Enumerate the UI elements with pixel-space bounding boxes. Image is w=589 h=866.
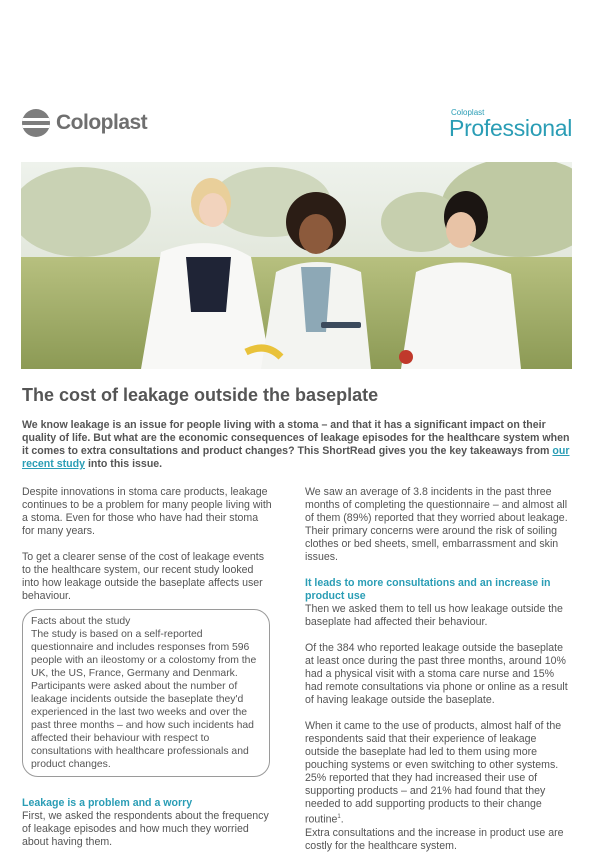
footnote-ref: 1 xyxy=(337,814,341,820)
leakage-heading: Leakage is a problem and a worry xyxy=(22,797,193,809)
right-paragraph-3: Of the 384 who reported leakage outside the baseplate at least once during the past three months, around 10% had a physical visit with a stoma care nurse and 15% had remote consultations via phone or online as a result of having leakage outside the baseplate. xyxy=(305,642,568,706)
right-paragraph-4-text: When it came to the use of products, almost half of the respondents said that their experience of leakage outside the baseplate had led to them using more pouching systems or even switching to other systems. 25% reported that they had increased their use of supporting products – and 21% had found that they needed to add supporting products to their change routine xyxy=(305,720,562,826)
left-column xyxy=(22,486,272,616)
intro-end: into this issue. xyxy=(87,458,163,470)
right-paragraph-5: Extra consultations and the increase in product use are costly for the healthcare system. xyxy=(305,826,564,852)
facts-title: Facts about the study xyxy=(31,616,131,627)
left-paragraph-2: To get a clearer sense of the cost of leakage events to the healthcare system, our recent study looked into how leakage outside the baseplate affects user behaviour. xyxy=(22,551,265,602)
facts-body: The study is based on a self-reported questionnaire and includes responses from 596 people with an ileostomy or a colostomy from the UK, the US, France, Germany and Denmark. Participants were asked about the number of leakage incidents outside the baseplate they'd experienced in the last two weeks and over the past three months – and how such incidents had affected their behaviour with respect to consultations with healthcare professionals and product changes. xyxy=(31,629,257,770)
hero-photo-illustration xyxy=(21,162,572,369)
consultations-heading: It leads to more consultations and an increase in product use xyxy=(305,577,551,602)
coloplast-logo-icon xyxy=(22,109,50,137)
intro-text: We know leakage is an issue for people living with a stoma – and that it has a significant impact on their quality of life. But what are the economic consequences of leakage episodes for the healthcare system when it comes to extra consultations and product changes? This ShortRead gives you the key takeaways from xyxy=(22,419,570,457)
right-column xyxy=(305,486,570,866)
article-title: The cost of leakage outside the baseplate xyxy=(22,385,379,405)
leakage-section xyxy=(22,797,272,849)
professional-logo xyxy=(449,108,572,139)
leakage-body: First, we asked the respondents about the frequency of leakage episodes and how much they worried about having them. xyxy=(22,810,269,848)
brand-name: Coloplast xyxy=(56,111,148,134)
coloplast-logo xyxy=(22,108,147,138)
professional-logo-text: Professional xyxy=(449,115,572,141)
right-paragraph-2: Then we asked them to tell us how leakage outside the baseplate had affected their behaviour. xyxy=(305,603,563,628)
facts-box xyxy=(22,609,270,777)
professional-logo-small: Coloplast xyxy=(451,108,485,117)
right-paragraph-1: We saw an average of 3.8 incidents in the past three months of completing the questionnaire – and almost all of them (89%) reported that they worried about leakage. Their primary concerns were around the risk of soiling clothes or bed sheets, smell, embarrassment and skin issues. xyxy=(305,486,568,563)
left-paragraph-1: Despite innovations in stoma care products, leakage continues to be a problem for many people living with a stoma. Even for those who have had their stoma for many years. xyxy=(22,486,272,537)
right-paragraph-4: When it came to the use of products, almost half of the respondents said that their experience of leakage outside the baseplate had led to them using more pouching systems or even switching to other systems. 25% reported that they had increased their use of supporting products – and 21% had found that they needed to add supporting products to their change routine$^1$. xyxy=(305,720,562,826)
hero-photo xyxy=(21,162,572,369)
recent-study-link[interactable]: our recent study xyxy=(22,445,570,470)
article-intro xyxy=(22,419,570,471)
